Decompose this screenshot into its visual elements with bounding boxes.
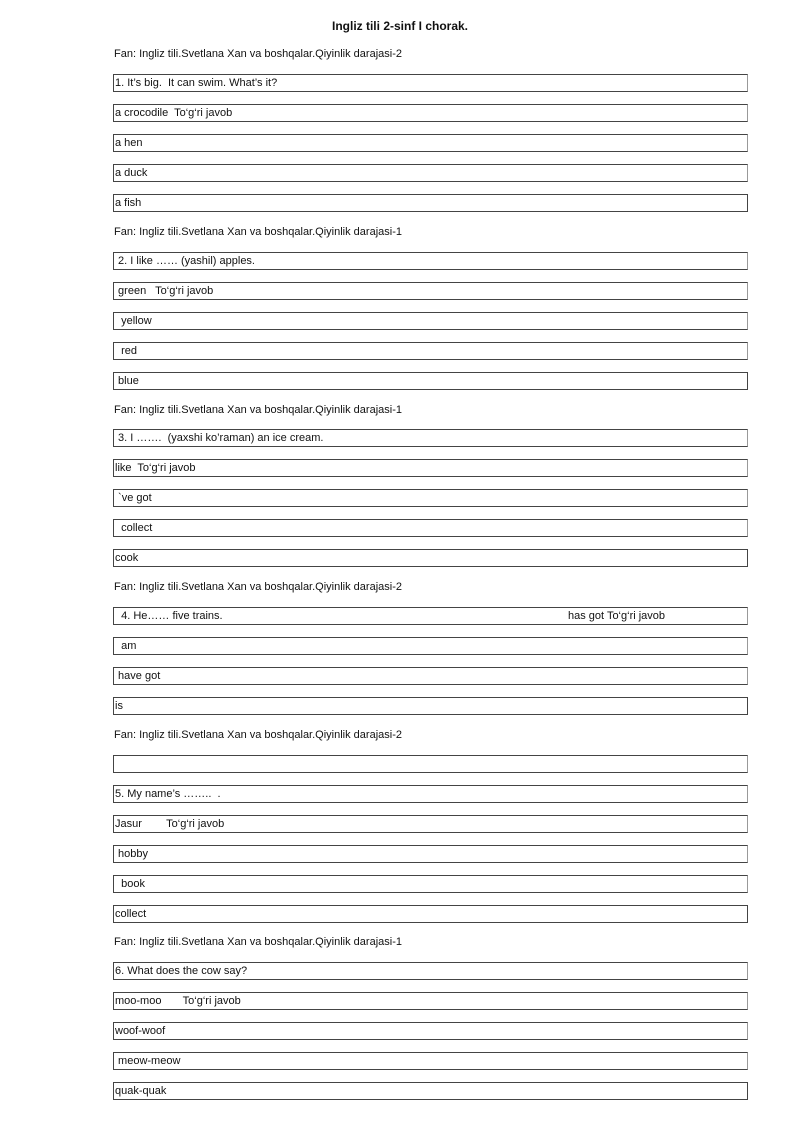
answer-option[interactable]: [113, 549, 748, 567]
answer-option-text: hobby: [115, 848, 149, 860]
subject-line: Fan: Ingliz tili.Svetlana Xan va boshqalar.Qiyinlik darajasi-1: [114, 226, 402, 238]
answer-option[interactable]: [113, 134, 748, 152]
answer-option[interactable]: [113, 992, 748, 1010]
answer-option[interactable]: [113, 1052, 748, 1070]
question-box: [113, 785, 748, 803]
answer-option-text: yellow: [115, 315, 152, 327]
question-box: [113, 74, 748, 92]
answer-option-text: have got: [115, 670, 161, 682]
answer-option[interactable]: [113, 194, 748, 212]
subject-line: Fan: Ingliz tili.Svetlana Xan va boshqalar.Qiyinlik darajasi-2: [114, 581, 402, 593]
answer-option-text: book: [115, 878, 145, 890]
answer-option-text: quak-quak: [115, 1085, 167, 1097]
subject-line: Fan: Ingliz tili.Svetlana Xan va boshqalar.Qiyinlik darajasi-2: [114, 729, 402, 741]
answer-option[interactable]: [113, 1082, 748, 1100]
subject-line: Fan: Ingliz tili.Svetlana Xan va boshqalar.Qiyinlik darajasi-1: [114, 936, 402, 948]
answer-option[interactable]: [113, 697, 748, 715]
answer-option[interactable]: [113, 342, 748, 360]
answer-option[interactable]: [113, 489, 748, 507]
answer-option-text: like To‘g‘ri javob: [115, 462, 196, 474]
answer-option-text: Jasur To‘g‘ri javob: [115, 818, 225, 830]
answer-option[interactable]: [113, 312, 748, 330]
answer-option[interactable]: [113, 845, 748, 863]
answer-option-text: `ve got: [115, 492, 152, 504]
subject-line: Fan: Ingliz tili.Svetlana Xan va boshqalar.Qiyinlik darajasi-2: [114, 48, 402, 60]
answer-option[interactable]: [113, 104, 748, 122]
answer-option-text: cook: [115, 552, 139, 564]
answer-option[interactable]: [113, 1022, 748, 1040]
answer-option-text: a hen: [115, 137, 143, 149]
question-box: [113, 252, 748, 270]
answer-option[interactable]: [113, 637, 748, 655]
answer-option-text: moo-moo To‘g‘ri javob: [115, 995, 241, 1007]
question-text: 1. It’s big. It can swim. What’s it?: [115, 77, 278, 89]
answer-option[interactable]: [113, 164, 748, 182]
answer-option-text: a fish: [115, 197, 142, 209]
question-box: [113, 607, 748, 625]
answer-option-text: meow-meow: [115, 1055, 181, 1067]
answer-option[interactable]: [113, 459, 748, 477]
correct-answer-text: has got To‘g‘ri javob: [568, 610, 666, 622]
answer-option-text: green To‘g‘ri javob: [115, 285, 214, 297]
page-title: Ingliz tili 2-sinf I chorak.: [331, 19, 469, 33]
question-text: 4. He…… five trains.: [115, 610, 223, 622]
question-text: 2. I like …… (yashil) apples.: [115, 255, 255, 267]
answer-option-text: a duck: [115, 167, 148, 179]
answer-option-text: am: [115, 640, 137, 652]
question-text: 5. My name’s …….. .: [115, 788, 221, 800]
answer-option-text: red: [115, 345, 138, 357]
answer-option[interactable]: [113, 667, 748, 685]
answer-option-text: a crocodile To‘g‘ri javob: [115, 107, 233, 119]
question-text: 3. I ……. (yaxshi ko’raman) an ice cream.: [115, 432, 324, 444]
answer-option-text: collect: [115, 908, 147, 920]
answer-option-text: is: [115, 700, 123, 712]
answer-option-text: blue: [115, 375, 139, 387]
answer-option[interactable]: [113, 519, 748, 537]
empty-box: [113, 755, 748, 773]
answer-option[interactable]: [113, 372, 748, 390]
question-box: [113, 429, 748, 447]
subject-line: Fan: Ingliz tili.Svetlana Xan va boshqalar.Qiyinlik darajasi-1: [114, 404, 402, 416]
answer-option[interactable]: [113, 875, 748, 893]
answer-option[interactable]: [113, 905, 748, 923]
answer-option[interactable]: [113, 815, 748, 833]
question-box: [113, 962, 748, 980]
question-text: 6. What does the cow say?: [115, 965, 248, 977]
answer-option-text: collect: [115, 522, 153, 534]
answer-option[interactable]: [113, 282, 748, 300]
answer-option-text: woof-woof: [115, 1025, 166, 1037]
